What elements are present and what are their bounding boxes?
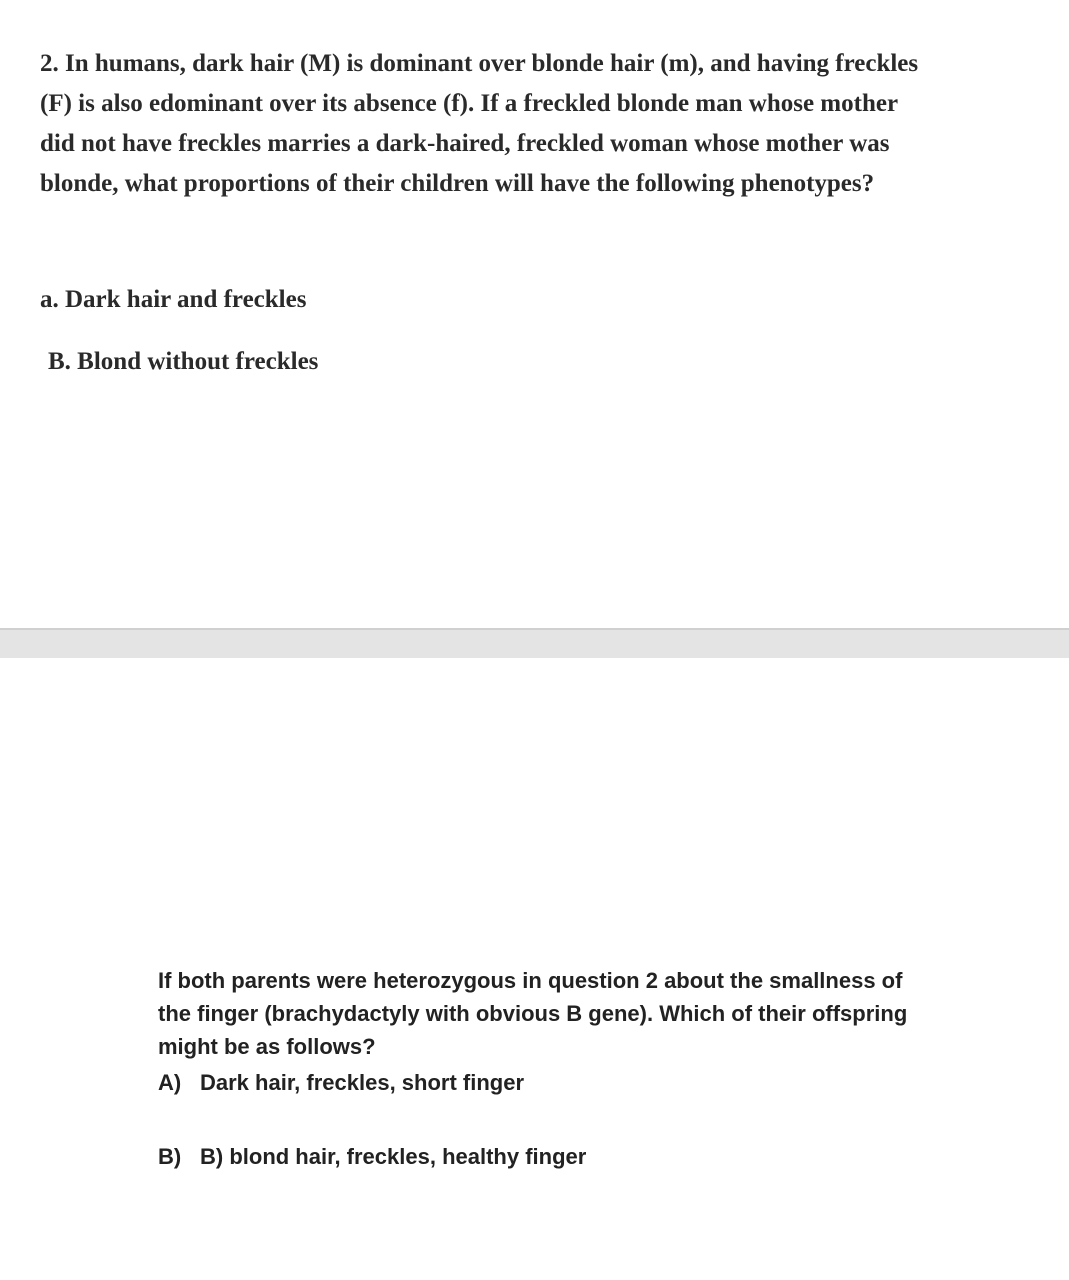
question-1-panel xyxy=(0,0,1069,628)
question-2-line: If both parents were heterozygous in question 2 about the smallness of xyxy=(158,968,903,993)
question-1-option-a: a. Dark hair and freckles xyxy=(40,286,307,313)
question-1-line: blonde, what proportions of their children will have the following phenotypes? xyxy=(40,170,875,197)
question-2-line: might be as follows? xyxy=(158,1034,376,1059)
question-2-line: the finger (brachydactyly with obvious B gene). Which of their offspring xyxy=(158,1001,908,1026)
question-2-option-b xyxy=(158,1144,586,1170)
question-1-text xyxy=(40,44,1020,204)
question-2-text xyxy=(158,964,1038,1063)
option-b-text: B) blond hair, freckles, healthy finger xyxy=(200,1144,587,1169)
question-1-option-b: B. Blond without freckles xyxy=(48,348,319,375)
option-a-marker: A) xyxy=(158,1070,182,1095)
panel-divider xyxy=(0,628,1069,658)
option-a-text: Dark hair, freckles, short finger xyxy=(200,1070,525,1095)
question-2-option-a xyxy=(158,1070,524,1096)
question-1-line: (F) is also edominant over its absence (f). If a freckled blonde man whose mother xyxy=(40,90,899,117)
question-2-panel xyxy=(0,658,1069,1280)
question-1-line: 2. In humans, dark hair (M) is dominant over blonde hair (m), and having freckles xyxy=(40,50,919,77)
option-b-marker: B) xyxy=(158,1144,182,1169)
question-1-line: did not have freckles marries a dark-haired, freckled woman whose mother was xyxy=(40,130,890,157)
